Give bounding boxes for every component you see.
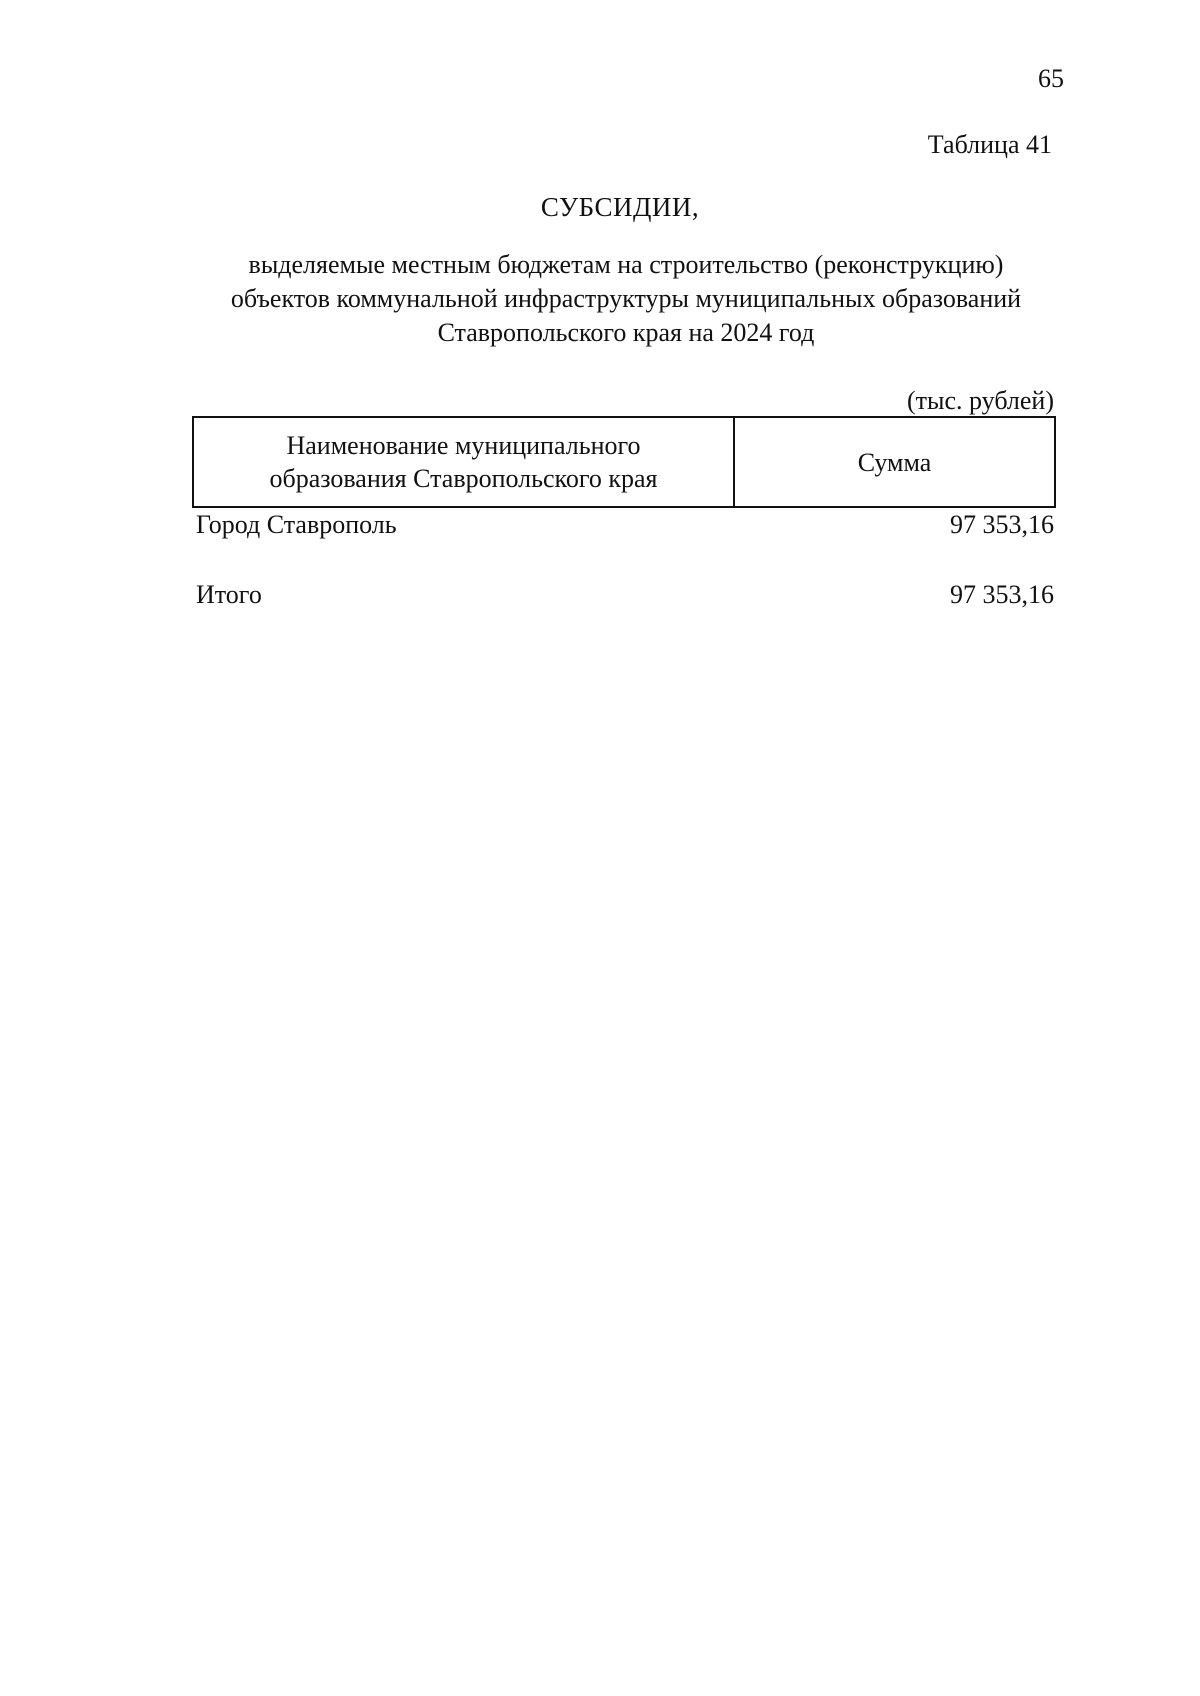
table-row [196,510,1054,540]
document-subtitle [196,248,1056,350]
row-sum: 97 353,16 [950,510,1054,539]
total-sum: 97 353,16 [950,580,1054,609]
page-number: 65 [1038,64,1064,93]
total-label: Итого [196,580,262,609]
row-municipality: Город Ставрополь [196,510,397,539]
subtitle-line: выделяемые местным бюджетам на строительство (реконструкцию) [248,250,1004,279]
units-label: (тыс. рублей) [906,386,1054,415]
header-municipality-line: образования Ставропольского края [269,464,658,493]
subtitle-line: Ставропольского края на 2024 год [437,318,815,347]
table-label: Таблица 41 [927,130,1052,159]
header-sum: Сумма [857,447,932,477]
total-row [196,580,1054,610]
header-municipality [194,418,735,506]
document-title: СУБСИДИИ, [540,192,700,222]
table-header [192,416,1056,508]
header-municipality-line: Наименование муниципального [286,431,641,460]
subtitle-line: объектов коммунальной инфраструктуры муниципальных образований [230,284,1022,313]
